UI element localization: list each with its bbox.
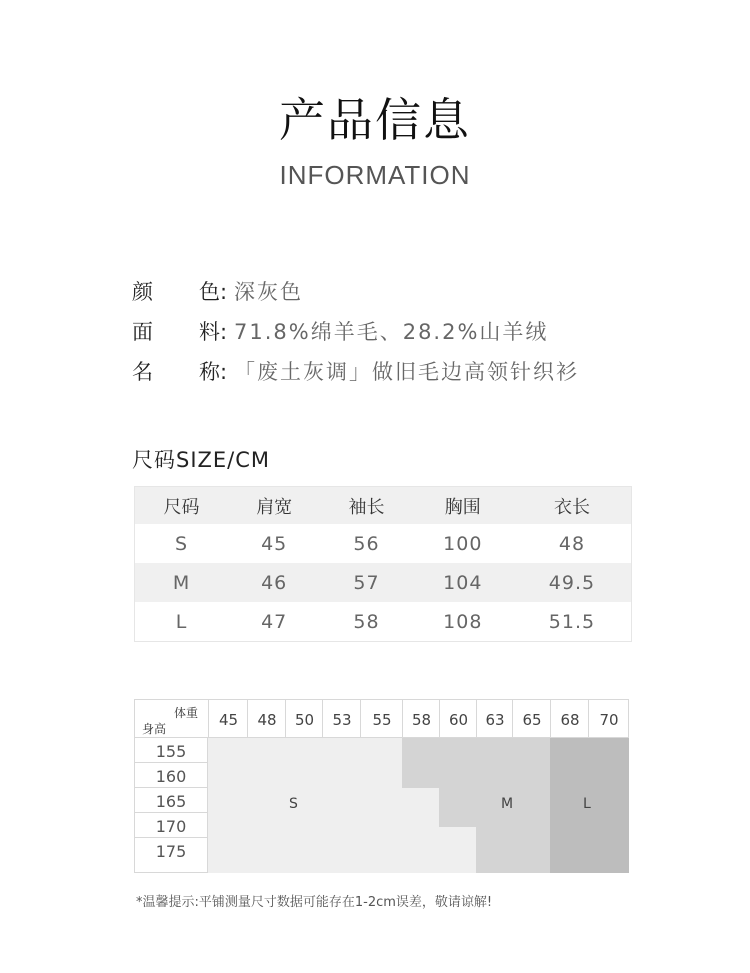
info-row-name: [132, 356, 579, 396]
size-cell: 100: [443, 532, 483, 555]
info-key: [132, 356, 220, 396]
info-key-char: 名: [132, 360, 153, 384]
fit-zone-label-m: M: [501, 796, 514, 812]
measurement-note: *温馨提示:平铺测量尺寸数据可能存在1-2cm误差，敬请谅解!: [136, 895, 493, 910]
weight-cell: 58: [402, 700, 440, 737]
size-cell: L: [175, 610, 188, 633]
size-cell: 58: [353, 610, 380, 633]
info-key-char: 色: [199, 280, 220, 304]
info-separator: :: [220, 320, 228, 344]
weight-cell: 68: [550, 700, 589, 737]
size-header-cell: 袖长: [320, 487, 412, 525]
size-cell: 51.5: [548, 610, 596, 633]
height-cell: 175: [134, 838, 208, 873]
size-cell: M: [135, 563, 229, 602]
weight-cell: 45: [208, 700, 248, 737]
size-cell: 45: [261, 532, 288, 555]
weight-cell: 50: [285, 700, 323, 737]
weight-cell: 63: [476, 700, 513, 737]
size-table-title: 尺码SIZE/CM: [132, 448, 271, 472]
info-key-char: 面: [132, 320, 153, 344]
size-row-m: [135, 563, 632, 602]
size-header-cell: 肩宽: [228, 487, 320, 525]
weight-label: 体重: [173, 706, 198, 720]
info-row-material: [132, 316, 579, 356]
size-header-cell: 尺码: [135, 487, 229, 525]
height-cell: 170: [134, 813, 208, 838]
weight-cell: 60: [439, 700, 477, 737]
size-table: [134, 486, 632, 642]
fit-zone-m-middle: [439, 788, 550, 827]
size-header-cell: 衣长: [513, 487, 632, 525]
weight-cell: 70: [588, 700, 629, 737]
size-cell: 48: [558, 532, 586, 555]
size-cell: 56: [353, 532, 380, 555]
info-key: [132, 276, 220, 316]
size-cell: 47: [261, 610, 288, 633]
info-value-name: 「废土灰调」做旧毛边高领针织衫: [234, 360, 579, 384]
info-key-char: 称: [199, 360, 220, 384]
info-value-color: 深灰色: [234, 280, 303, 304]
fit-zone-label-s: S: [289, 796, 298, 812]
info-key-char: 颜: [132, 280, 153, 304]
size-table-header: [135, 487, 632, 525]
size-row-s: [135, 524, 632, 563]
weight-cell: 48: [247, 700, 286, 737]
product-info: [132, 276, 579, 396]
height-label: 身高: [142, 722, 167, 736]
height-cell: 155: [134, 738, 208, 763]
weight-cell: 55: [360, 700, 403, 737]
page-subtitle: INFORMATION: [279, 160, 471, 190]
info-row-color: [132, 276, 579, 316]
info-key-char: 料: [199, 320, 220, 344]
weight-cell: 53: [322, 700, 361, 737]
info-separator: :: [220, 360, 228, 384]
size-row-l: [135, 602, 632, 642]
fit-zone-label-l: L: [583, 796, 591, 812]
height-cell: 160: [134, 763, 208, 788]
info-separator: :: [220, 280, 228, 304]
size-cell: S: [174, 532, 189, 555]
fit-chart-weight-row: [134, 699, 629, 738]
fit-zone-m-upper: [402, 738, 550, 788]
fit-zone-m-lower: [476, 827, 550, 873]
page-title: 产品信息: [279, 93, 471, 147]
size-header-cell: 胸围: [413, 487, 513, 525]
fit-chart: [134, 699, 629, 873]
size-cell: 108: [443, 610, 483, 633]
fit-chart-corner: [135, 700, 208, 737]
weight-cell: 65: [512, 700, 551, 737]
size-cell: 46: [228, 563, 320, 602]
size-cell: 57: [320, 563, 412, 602]
info-value-material: 71.8%绵羊毛、28.2%山羊绒: [234, 320, 549, 344]
info-key: [132, 316, 220, 356]
size-cell: 49.5: [513, 563, 632, 602]
size-cell: 104: [413, 563, 513, 602]
height-cell: 165: [134, 788, 208, 813]
